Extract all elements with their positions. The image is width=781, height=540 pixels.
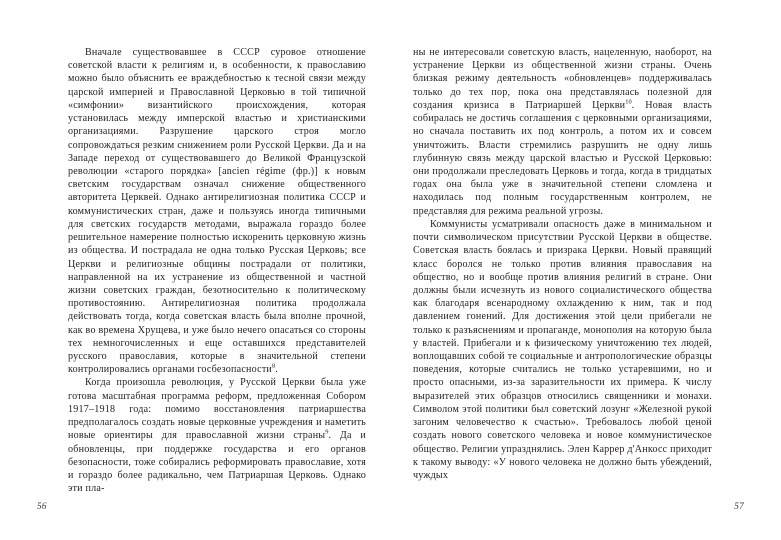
paragraph-text: Коммунисты усматривали опасность даже в минимальном и почти символическом присутствии Русской Церкви в обществе. Советская власть боялась и призрака Церкви. Новый правящий класс боролся не только против влияния православия на общество, но и вообще против влияния религий в стране. Они должны были исчезнуть из нового социалистического общества как благодаря всенародному охлаждению к ним, так и под давлением гонений. Для достижения этой цели прибегали не только к разъяснениям и пропаганде, монополия на которую была у властей. Прибегали и к физическому уничтожению тех людей, воплощавших собой те социальные и антропологические образцы поведения, которые считались не только устаревшими, но и просто опасными, из-за заразительности их примера. К числу выразителей этих образцов относились священники и монахи. Символом этой политики был советский лозунг «Железной рукой загоним человечество к счастью». Требовалось любой ценой создать нового советского человека и новое коммунистическое общество. Религии упразднялись. Элен Каррер д'Анкосс приходит к такому выводу: «У нового человека не должно быть убеждений, чуждых bbox=[413, 218, 712, 481]
footnote-marker[interactable]: 8 bbox=[272, 362, 276, 370]
paragraph-text: ны не интересовали советскую власть, нацеленную, наоборот, на устранение Церкви из общественной жизни страны. Очень близкая режиму деятельность «обновленцев» поддерживалась только до тех пор, пока она представлялась полезной для создания кризиса в Патриаршей Церкви bbox=[413, 47, 712, 111]
left-page-textblock bbox=[68, 46, 366, 495]
paragraph bbox=[413, 218, 712, 482]
paragraph bbox=[68, 376, 366, 495]
paragraph-text-tail: . bbox=[275, 364, 278, 376]
right-page bbox=[391, 0, 781, 540]
page-number-left: 56 bbox=[37, 501, 47, 511]
paragraph-text-tail: . Новая власть собиралась не достичь соглашения с церковными организациями, но сначала поставить их под контроль, а потом их и совсем уничтожить. Власти стремились разрушить не одну лишь глубинную связь между царской властью и Русской Церковью: они продолжали преследовать Церковь и тогда, когда в тридцатых годах она была уже в значительной степени сломлена и находилась под полным государственным контролем, не представляя для режима реальной угрозы. bbox=[413, 99, 712, 217]
paragraph-text: Вначале существовавшее в СССР суровое отношение советской власти к религиям и, в особенности, к православию можно было объяснить ее враждебностью к тесной связи между царской империей и Православной Церковью в той типичной «симфонии» византийского происхождения, которая установилась между имперской властью и христианскими организациями. Разрушение царского строя могло сопровождаться резким снижением роли Русской Церкви. Да и на Западе переход от существовавшего до Великой Французской революции «старого порядка» [ancien régime (фр.)] к новым светским государствам означал снижение общественного авторитета Церквей. Однако антирелигиозная политика СССР и коммунистических стран, даже и пользуясь иногда типичными для светских государств методами, выражала гораздо более решительное намерение полностью искоренить церковную жизнь из общества. И пострадала не одна только Русская Церковь; все Церкви и религиозные общины пострадали от политики, направленной на их устранение из общественной и частной жизни советских граждан, безотносительно к политическому противостоянию. Антирелигиозная политика продолжала действовать тогда, когда советская власть была вполне прочной, как во времена Хрущева, и уже было нечего опасаться со стороны тех немногочисленных и еще оставшихся представителей русского православия, которые в значительной степени контролировались органами госбезопасности bbox=[68, 47, 366, 376]
right-page-textblock bbox=[413, 46, 712, 482]
footnote-marker[interactable]: 10 bbox=[625, 98, 632, 106]
paragraph-text-tail: . Да и обновленцы, при поддержке государства и его органов безопасности, тоже собирались реформировать православие, хотя и гораздо более радикально, чем Патриаршая Церковь. Однако эти пла- bbox=[68, 430, 366, 495]
left-page bbox=[0, 0, 390, 540]
paragraph bbox=[68, 46, 366, 376]
page-number-right: 57 bbox=[734, 501, 744, 511]
footnote-marker[interactable]: 9 bbox=[325, 428, 329, 436]
paragraph bbox=[413, 46, 712, 218]
paragraph-text: Когда произошла революция, у Русской Церкви была уже готова масштабная программа реформ, предложенная Собором 1917–1918 года: помимо восстановления патриаршества предполагалось создать новые церковные учреждения и наметить новые ориентиры для православной жизни страны bbox=[68, 377, 366, 442]
